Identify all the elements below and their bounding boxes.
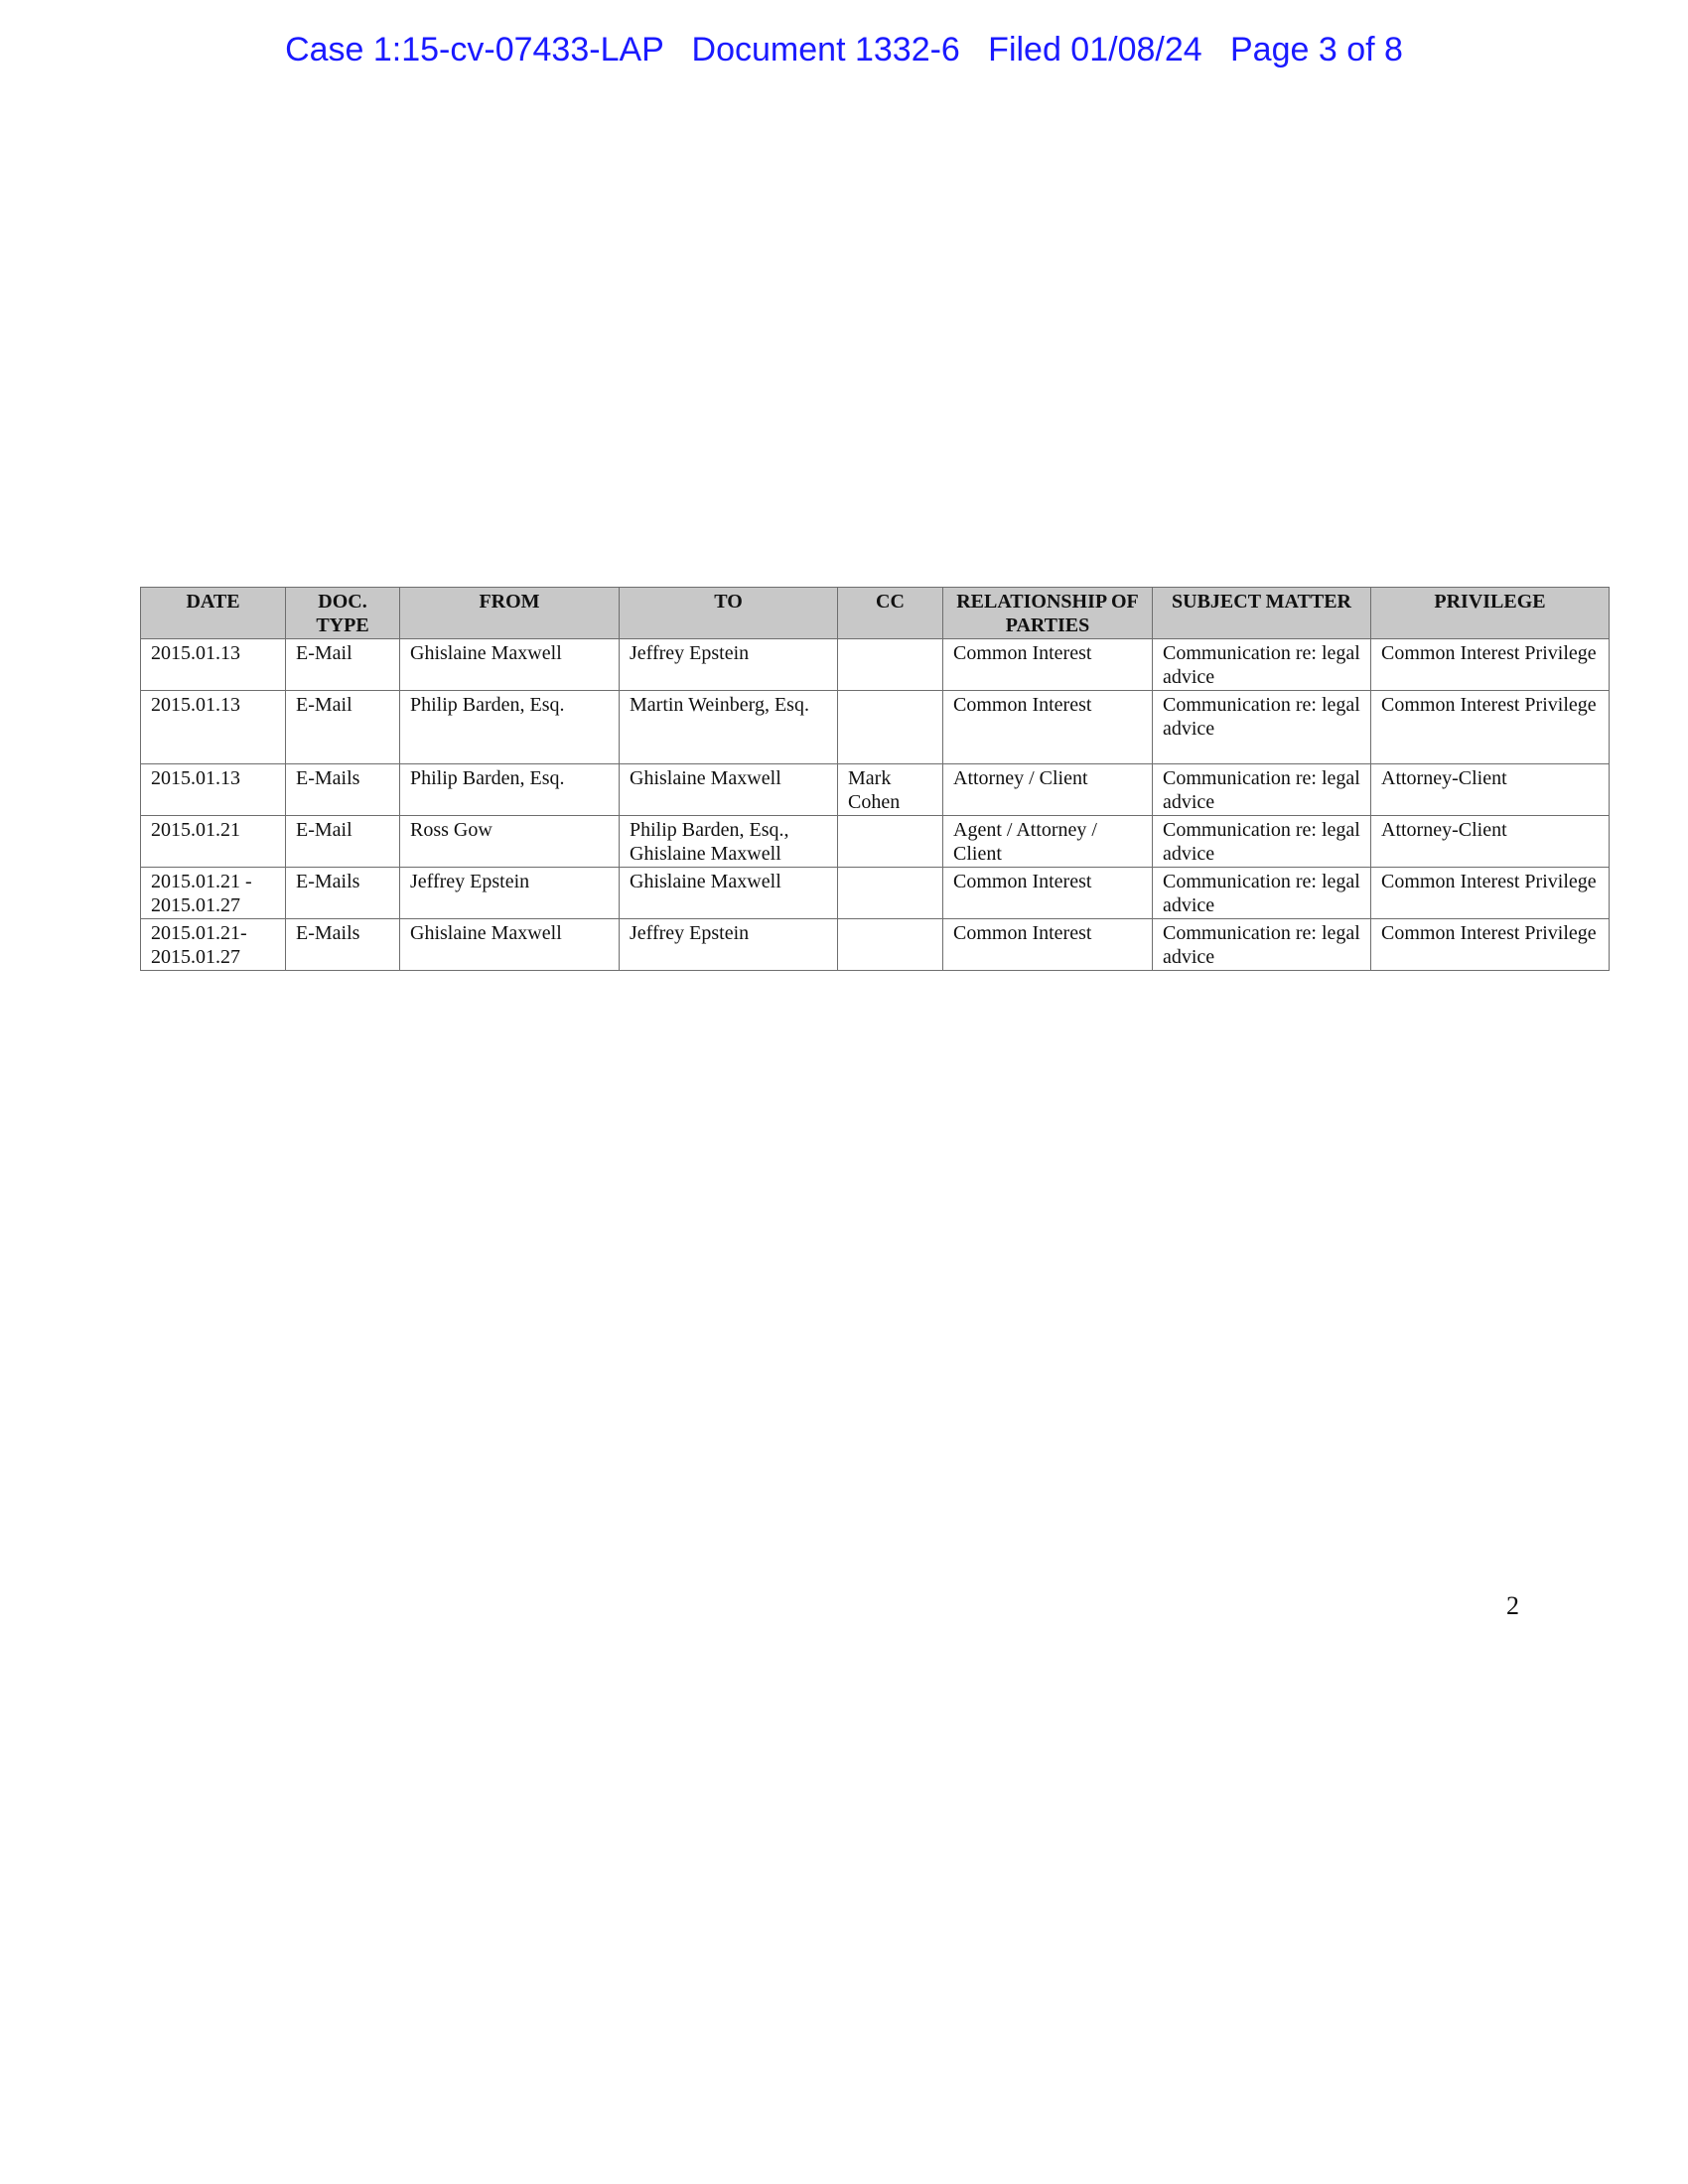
cell-from: Ross Gow <box>400 816 620 868</box>
column-header-subject-matter: SUBJECT MATTER <box>1153 588 1371 639</box>
table-row <box>141 639 1610 691</box>
cell-to: Philip Barden, Esq., Ghislaine Maxwell <box>620 816 838 868</box>
cell-from: Philip Barden, Esq. <box>400 764 620 816</box>
cell-from: Ghislaine Maxwell <box>400 639 620 691</box>
cell-cc <box>838 639 943 691</box>
cell-date: 2015.01.13 <box>141 764 286 816</box>
cell-to: Jeffrey Epstein <box>620 639 838 691</box>
page-number: 2 <box>1506 1591 1519 1620</box>
cell-privilege: Common Interest Privilege <box>1371 868 1610 919</box>
cell-date: 2015.01.21 <box>141 816 286 868</box>
cell-subject-matter: Communication re: legal advice <box>1153 816 1371 868</box>
cell-relationship: Common Interest <box>943 639 1153 691</box>
table-row <box>141 691 1610 764</box>
cell-date: 2015.01.13 <box>141 639 286 691</box>
cell-to: Jeffrey Epstein <box>620 919 838 971</box>
cell-subject-matter: Communication re: legal advice <box>1153 919 1371 971</box>
cell-cc <box>838 816 943 868</box>
cell-from: Philip Barden, Esq. <box>400 691 620 764</box>
cell-privilege: Attorney-Client <box>1371 816 1610 868</box>
column-header-from: FROM <box>400 588 620 639</box>
table-row <box>141 919 1610 971</box>
cell-doc-type: E-Mail <box>286 691 400 764</box>
table-row <box>141 868 1610 919</box>
cell-doc-type: E-Mail <box>286 816 400 868</box>
cell-doc-type: E-Mails <box>286 919 400 971</box>
cell-from: Ghislaine Maxwell <box>400 919 620 971</box>
cell-cc <box>838 691 943 764</box>
cell-date: 2015.01.13 <box>141 691 286 764</box>
cell-privilege: Attorney-Client <box>1371 764 1610 816</box>
cell-subject-matter: Communication re: legal advice <box>1153 691 1371 764</box>
cell-subject-matter: Communication re: legal advice <box>1153 868 1371 919</box>
column-header-relationship: RELATIONSHIP OF PARTIES <box>943 588 1153 639</box>
cell-subject-matter: Communication re: legal advice <box>1153 764 1371 816</box>
cell-doc-type: E-Mails <box>286 764 400 816</box>
cell-cc <box>838 919 943 971</box>
case-header-stamp: Case 1:15-cv-07433-LAP Document 1332-6 Filed 01/08/24 Page 3 of 8 <box>285 31 1403 68</box>
cell-relationship: Common Interest <box>943 919 1153 971</box>
cell-from: Jeffrey Epstein <box>400 868 620 919</box>
cell-relationship: Attorney / Client <box>943 764 1153 816</box>
table-header-row <box>141 588 1610 639</box>
table-row <box>141 764 1610 816</box>
column-header-cc: CC <box>838 588 943 639</box>
cell-privilege: Common Interest Privilege <box>1371 919 1610 971</box>
column-header-privilege: PRIVILEGE <box>1371 588 1610 639</box>
cell-to: Ghislaine Maxwell <box>620 868 838 919</box>
cell-to: Ghislaine Maxwell <box>620 764 838 816</box>
cell-relationship: Common Interest <box>943 691 1153 764</box>
table-row <box>141 816 1610 868</box>
privilege-log-table <box>140 587 1610 971</box>
cell-doc-type: E-Mails <box>286 868 400 919</box>
cell-relationship: Common Interest <box>943 868 1153 919</box>
cell-cc <box>838 868 943 919</box>
cell-date: 2015.01.21 - 2015.01.27 <box>141 868 286 919</box>
column-header-to: TO <box>620 588 838 639</box>
cell-relationship: Agent / Attorney / Client <box>943 816 1153 868</box>
cell-privilege: Common Interest Privilege <box>1371 691 1610 764</box>
cell-doc-type: E-Mail <box>286 639 400 691</box>
cell-date: 2015.01.21- 2015.01.27 <box>141 919 286 971</box>
cell-to: Martin Weinberg, Esq. <box>620 691 838 764</box>
cell-cc: Mark Cohen <box>838 764 943 816</box>
column-header-doc-type: DOC. TYPE <box>286 588 400 639</box>
column-header-date: DATE <box>141 588 286 639</box>
cell-privilege: Common Interest Privilege <box>1371 639 1610 691</box>
cell-subject-matter: Communication re: legal advice <box>1153 639 1371 691</box>
